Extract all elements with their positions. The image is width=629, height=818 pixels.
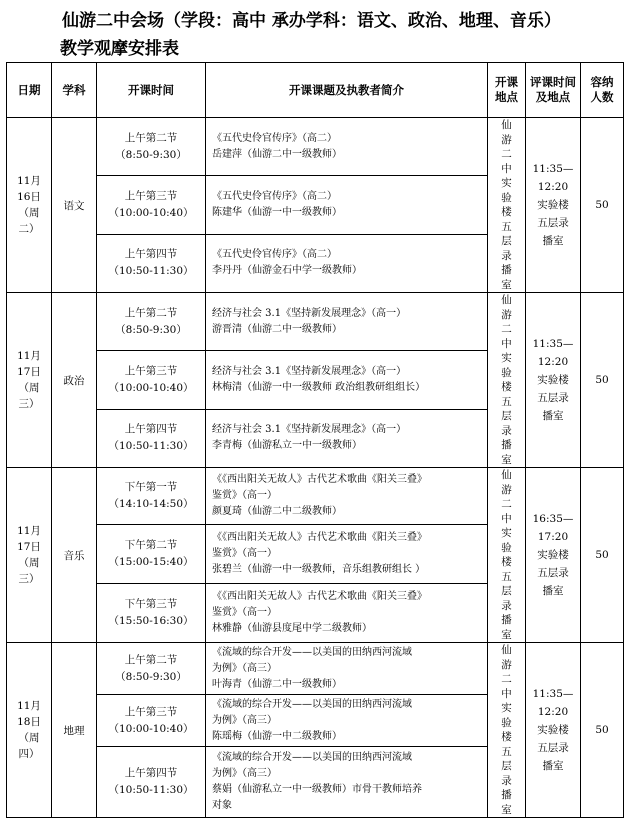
date-cell: 11月 18日 （周 四） [7, 643, 52, 818]
topic-cell: 《流域的综合开发——以美国的田纳西河流域 为例》（高三） 陈瑶梅（仙游一中二级教师） [206, 695, 488, 747]
topic-cell: 《《西出阳关无故人》古代艺术歌曲《阳关三叠》 鉴赏》（高一） 林雅静（仙游县度尾中学二级教师） [206, 583, 488, 642]
time-cell: 上午第四节 （10:50-11:30） [97, 234, 206, 292]
header-time: 开课时间 [97, 63, 206, 118]
time-cell: 上午第二节 （8:50-9:30） [97, 118, 206, 176]
topic-cell: 经济与社会 3.1《坚持新发展理念》（高一） 李青梅（仙游私立一中一级教师） [206, 409, 488, 467]
topic-cell: 《《西出阳关无故人》古代艺术歌曲《阳关三叠》 鉴赏》（高一） 张碧兰（仙游一中一级教师，音乐组教研组长 ） [206, 524, 488, 583]
eval-cell: 16:35— 17:20 实验楼 五层录 播室 [526, 468, 581, 643]
schedule-table [6, 62, 624, 818]
header-eval: 评课时间及地点 [526, 63, 581, 118]
header-subject: 学科 [52, 63, 97, 118]
table-row [7, 468, 624, 525]
date-cell: 11月 16日 （周 二） [7, 118, 52, 293]
date-cell: 11月 17日 （周 三） [7, 468, 52, 643]
subject-cell: 音乐 [52, 468, 97, 643]
time-cell: 上午第三节 （10:00-10:40） [97, 695, 206, 747]
date-cell: 11月 17日 （周 三） [7, 293, 52, 468]
topic-cell: 经济与社会 3.1《坚持新发展理念》（高一） 林梅清（仙游一中一级教师 政治组教研组组长） [206, 351, 488, 409]
header-capacity: 容纳人数 [581, 63, 624, 118]
header-location: 开课地点 [488, 63, 526, 118]
time-cell: 上午第四节 （10:50-11:30） [97, 747, 206, 818]
time-cell: 上午第四节 （10:50-11:30） [97, 409, 206, 467]
subject-cell: 地理 [52, 643, 97, 818]
time-cell: 下午第三节 （15:50-16:30） [97, 583, 206, 642]
header-topic: 开课课题及执教者简介 [206, 63, 488, 118]
topic-cell: 《五代史伶官传序》（高二） 岳建萍（仙游二中一级教师） [206, 118, 488, 176]
location-cell: 仙游二中实验楼五层录播室 [488, 643, 526, 818]
time-cell: 上午第三节 （10:00-10:40） [97, 351, 206, 409]
topic-cell: 《《西出阳关无故人》古代艺术歌曲《阳关三叠》 鉴赏》（高一） 颜夏琦（仙游二中二级教师） [206, 468, 488, 525]
time-cell: 下午第一节 （14:10-14:50） [97, 468, 206, 525]
topic-cell: 《流域的综合开发——以美国的田纳西河流域 为例》（高三） 蔡娟（仙游私立一中一级教师）市骨干教师培养 对象 [206, 747, 488, 818]
capacity-cell: 50 [581, 643, 624, 818]
time-cell: 上午第三节 （10:00-10:40） [97, 176, 206, 234]
header-row [7, 63, 624, 118]
table-row [7, 643, 624, 695]
capacity-cell: 50 [581, 468, 624, 643]
page-title: 仙游二中会场（学段：高中 承办学科：语文、政治、地理、音乐） [62, 11, 561, 31]
subject-cell: 语文 [52, 118, 97, 293]
topic-cell: 《流域的综合开发——以美国的田纳西河流域 为例》（高三） 叶海青（仙游二中一级教师） [206, 643, 488, 695]
capacity-cell: 50 [581, 118, 624, 293]
subject-cell: 政治 [52, 293, 97, 468]
eval-cell: 11:35— 12:20 实验楼 五层录 播室 [526, 293, 581, 468]
table-row [7, 293, 624, 351]
location-cell: 仙游二中实验楼五层录播室 [488, 118, 526, 293]
header-date: 日期 [7, 63, 52, 118]
table-row [7, 118, 624, 176]
topic-cell: 经济与社会 3.1《坚持新发展理念》（高一） 游晋清（仙游二中一级教师） [206, 293, 488, 351]
eval-cell: 11:35— 12:20 实验楼 五层录 播室 [526, 643, 581, 818]
location-cell: 仙游二中实验楼五层录播室 [488, 293, 526, 468]
topic-cell: 《五代史伶官传序》（高二） 陈建华（仙游一中一级教师） [206, 176, 488, 234]
time-cell: 上午第二节 （8:50-9:30） [97, 643, 206, 695]
topic-cell: 《五代史伶官传序》（高二） 李丹丹（仙游金石中学一级教师） [206, 234, 488, 292]
capacity-cell: 50 [581, 293, 624, 468]
eval-cell: 11:35— 12:20 实验楼 五层录 播室 [526, 118, 581, 293]
time-cell: 上午第二节 （8:50-9:30） [97, 293, 206, 351]
time-cell: 下午第二节 （15:00-15:40） [97, 524, 206, 583]
page-subtitle: 教学观摩安排表 [60, 39, 179, 59]
location-cell: 仙游二中实验楼五层录播室 [488, 468, 526, 643]
